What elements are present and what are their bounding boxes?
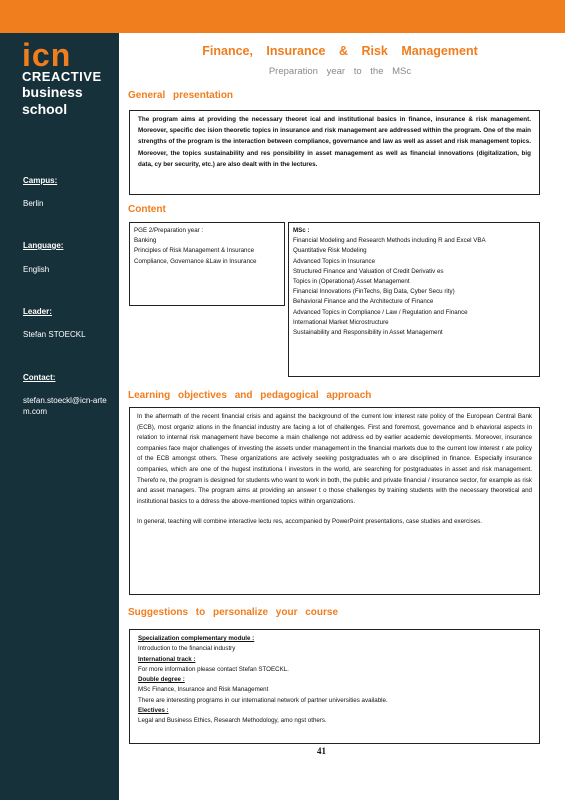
leader-value: Stefan STOECKL [23, 330, 86, 339]
suggestions-box [129, 629, 540, 744]
logo-creative-text: CREACTIVE [22, 69, 102, 84]
campus-value: Berlin [23, 199, 44, 208]
pge-item: Compliance, Governance &Law in Insurance [134, 257, 257, 265]
msc-item: Sustainability and Responsibility in Asset Management [293, 329, 443, 337]
objectives-paragraph: In the aftermath of the recent financial crisis and against the background of the current low interest rate policy of the European Central Bank (ECB), most organiz ations in the financial industry are facing a lot of challenges. First and foremost, governance and b ehavioral aspects in relation to internal risk management have become a main challenge not address ed by earlier academic developments. Moreover, insurance companies face major challenges of investing the assets under management in the financial markets due to the current low interest r ate policy of the ECB amongst others. These organizations are actively seeking postgraduates wh o are disciplined in finance. Especially insurance companies, which are one of the hugest institutiona l investors in the world, are searching for postgraduates in asset and risk management. Therefo re, the program is designed for students who want to work in both, the public and private financial / insurance sector, for example as risk and asset managers. The program aims at providing an answer t o those challenges by training students with the necessary theoretical and institutional basics to a ddress the above-mentioned topics within organizations. [137, 413, 532, 505]
electives-label: Electives : [138, 707, 169, 715]
language-label: Language: [23, 241, 64, 250]
msc-item: Advanced Topics in Insurance [293, 257, 376, 265]
pge-course-box [129, 222, 285, 306]
pge-title: PGE 2/Preparation year : [134, 227, 204, 234]
msc-item: Structured Finance and Valuation of Credit Derivativ es [293, 267, 444, 275]
page-title: Finance, Insurance & Risk Management [202, 44, 478, 58]
msc-item: International Market Microstructure [293, 318, 389, 326]
contact-label: Contact: [23, 373, 56, 382]
learning-objectives-heading: Learning objectives and pedagogical approach [128, 390, 372, 401]
msc-item: Topics in (Operational) Asset Management [293, 278, 410, 286]
objectives-paragraph: In general, teaching will combine interactive lectu res, accompanied by PowerPoint presentations, case studies and exercises. [137, 518, 482, 526]
content-heading: Content [128, 204, 166, 215]
specialization-label: Specialization complementary module : [138, 635, 255, 642]
msc-title: MSc : [293, 227, 310, 234]
logo-icn-text: icn [22, 37, 72, 73]
logo-business-text: business [22, 84, 83, 100]
general-presentation-box [129, 110, 540, 195]
double-degree-text: There are interesting programs in our international network of partner universities available. [138, 696, 388, 704]
contact-email-link[interactable]: stefan.stoeckl@icn-artem.com [23, 396, 107, 416]
language-value: English [23, 265, 50, 274]
pge-item: Principles of Risk Management & Insurance [134, 247, 255, 255]
general-presentation-text: The program aims at providing the necessary theoret ical and institutional basics in finance, insurance & risk management. Moreover, specific dec ision theoretic topics in insurance and risk management are addressed within the program. One of the main strengths of the program is the interaction between compliance, governance and law as well as asset and risk management topics. Moreover, the topics sustainability and res ponsibility in asset management as well as financial innovations (digitalization, big data, cy ber security, etc.) are also dealt with in the lectures. [138, 116, 531, 168]
icn-logo [22, 37, 114, 118]
msc-course-box [288, 222, 540, 377]
electives-text: Legal and Business Ethics, Research Methodology, amo ngst others. [138, 717, 327, 725]
international-track-label: International track : [138, 655, 196, 663]
double-degree-text: MSc Finance, Insurance and Risk Management [138, 686, 269, 694]
page-subtitle: Preparation year to the MSc [268, 66, 412, 77]
msc-item: Behavioral Finance and the Architecture of Finance [293, 298, 434, 306]
suggestions-heading: Suggestions to personalize your course [128, 607, 339, 618]
msc-item: Financial Innovations (FinTechs, Big Data, Cyber Secu rity) [293, 288, 455, 296]
leader-label: Leader: [23, 307, 52, 316]
international-track-text: For more information please contact Stefan STOECKL. [138, 665, 289, 673]
double-degree-label: Double degree : [138, 676, 185, 684]
pge-item: Banking [134, 237, 157, 245]
logo-school-text: school [22, 101, 68, 117]
msc-item: Financial Modeling and Research Methods including R and Excel VBA [293, 237, 486, 245]
learning-objectives-box [129, 407, 540, 595]
msc-item: Advanced Topics in Compliance / Law / Regulation and Finance [293, 308, 468, 316]
top-orange-bar [0, 0, 565, 33]
campus-label: Campus: [23, 176, 58, 185]
page-number: 41 [317, 746, 326, 756]
specialization-text: Introduction to the financial industry [138, 645, 236, 653]
msc-item: Quantitative Risk Modeling [293, 247, 367, 255]
general-presentation-heading: General presentation [128, 90, 234, 101]
